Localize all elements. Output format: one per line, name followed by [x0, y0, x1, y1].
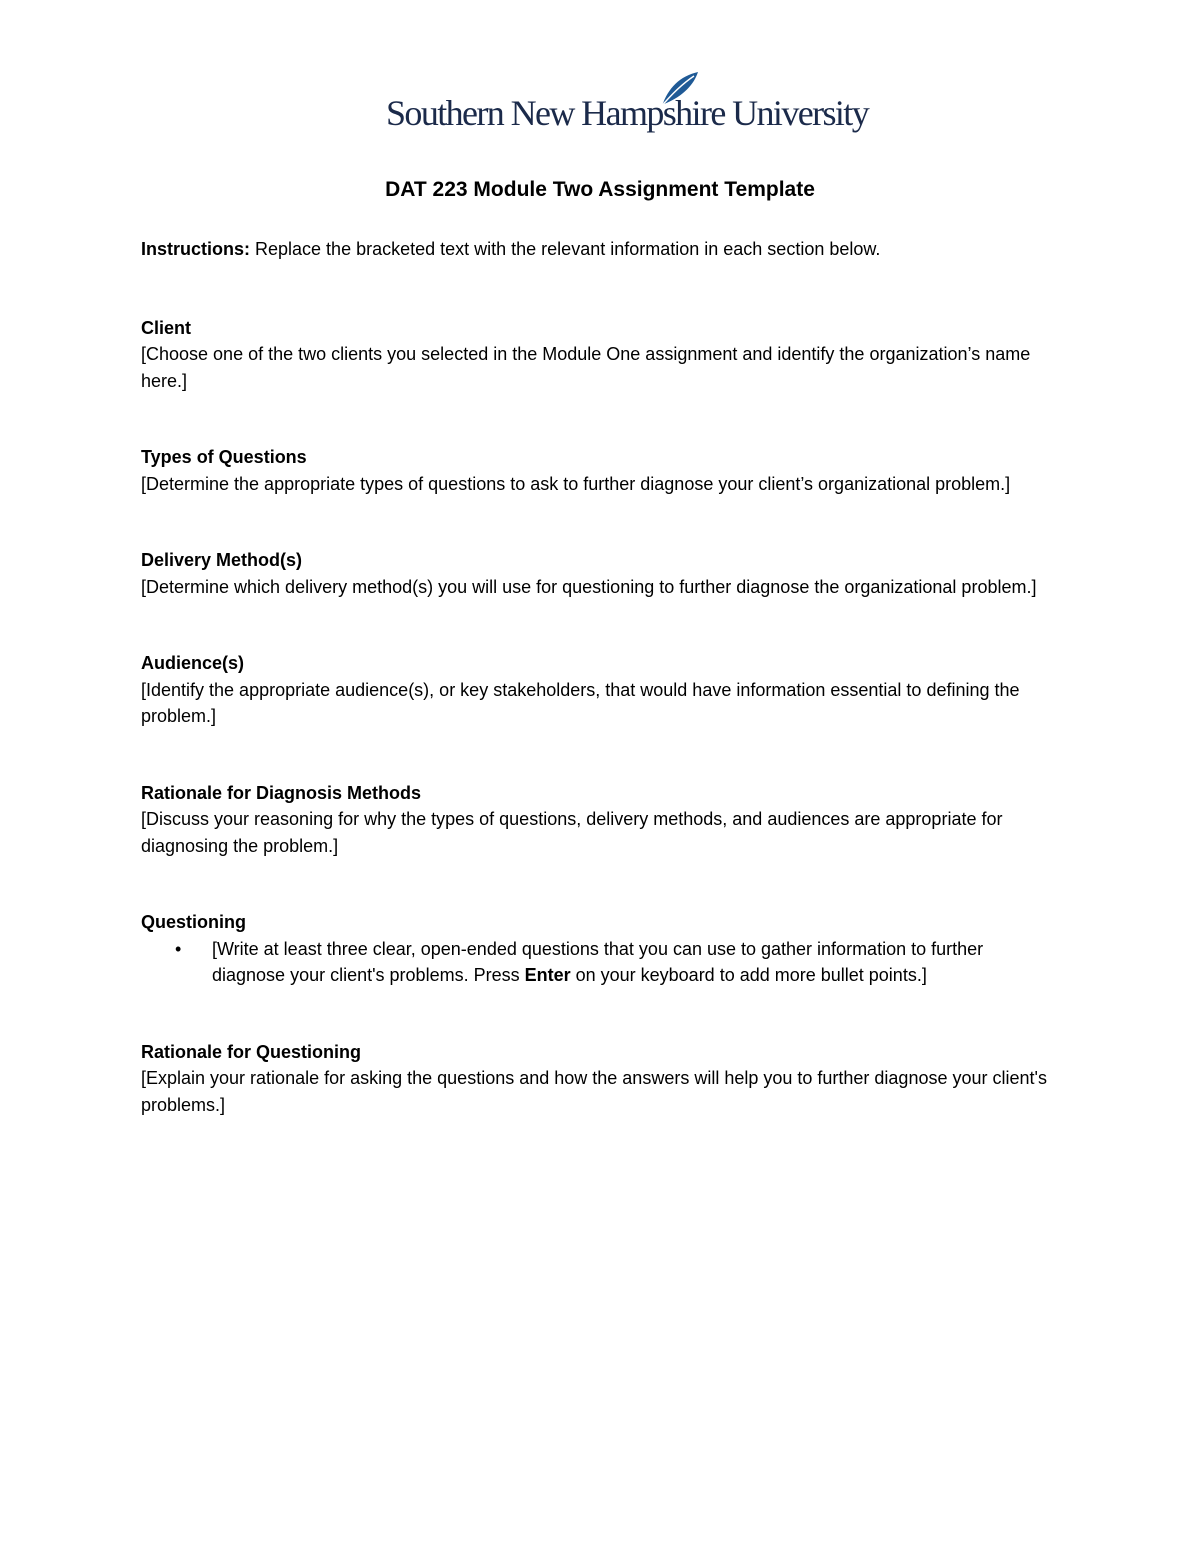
- bullet-icon: •: [175, 938, 182, 959]
- section-types-of-questions: [141, 444, 1061, 497]
- section-placeholder-text[interactable]: [Determine which delivery method(s) you will use for questioning to further diagnose the organizational problem.]: [141, 576, 1037, 597]
- section-placeholder-text[interactable]: [Discuss your reasoning for why the types of questions, delivery methods, and audiences are appropriate for diagnosing the problem.]: [141, 809, 1003, 856]
- section-heading: Audience(s): [141, 653, 245, 673]
- bullet-text-before: [Write at least three clear, open-ended questions that you can use to gather information to further diagnose your client's problems. Press: [212, 938, 984, 985]
- section-placeholder-text[interactable]: [Identify the appropriate audience(s), or key stakeholders, that would have information essential to defining the problem.]: [141, 679, 1020, 726]
- section-placeholder-text[interactable]: [Explain your rationale for asking the questions and how the answers will help you to further diagnose your client's problems.]: [141, 1068, 1047, 1115]
- instructions-text: Replace the bracketed text with the relevant information in each section below.: [250, 239, 881, 259]
- section-rationale-questioning: [141, 1039, 1061, 1119]
- section-heading: Rationale for Questioning: [141, 1041, 362, 1062]
- instructions-label: Instructions:: [141, 239, 251, 259]
- section-questioning: [141, 909, 1061, 989]
- university-logo: [386, 70, 869, 136]
- section-heading: Types of Questions: [141, 447, 307, 467]
- section-client: [141, 315, 1061, 395]
- logo-wordmark: Southern New Hampshire University: [386, 93, 869, 133]
- section-heading: Rationale for Diagnosis Methods: [141, 782, 422, 803]
- section-placeholder-text[interactable]: [Choose one of the two clients you selected in the Module One assignment and identify the organization’s name here.]: [141, 344, 1031, 391]
- section-placeholder-text[interactable]: [Determine the appropriate types of questions to ask to further diagnose your client’s organizational problem.]: [141, 473, 1011, 494]
- document-body: [141, 236, 1061, 1168]
- section-delivery-methods: [141, 547, 1061, 600]
- instructions-paragraph: [141, 236, 1061, 263]
- section-heading: Questioning: [141, 912, 246, 932]
- document-title: DAT 223 Module Two Assignment Template: [385, 178, 815, 201]
- bullet-bold-enter: Enter: [524, 965, 571, 985]
- section-rationale-diagnosis: [141, 780, 1061, 860]
- bullet-list: [141, 936, 1061, 989]
- section-heading: Client: [141, 317, 192, 338]
- bullet-text-after: on your keyboard to add more bullet points.]: [570, 965, 927, 985]
- bullet-item[interactable]: [141, 936, 1061, 989]
- section-audiences: [141, 650, 1061, 730]
- section-heading: Delivery Method(s): [141, 550, 303, 570]
